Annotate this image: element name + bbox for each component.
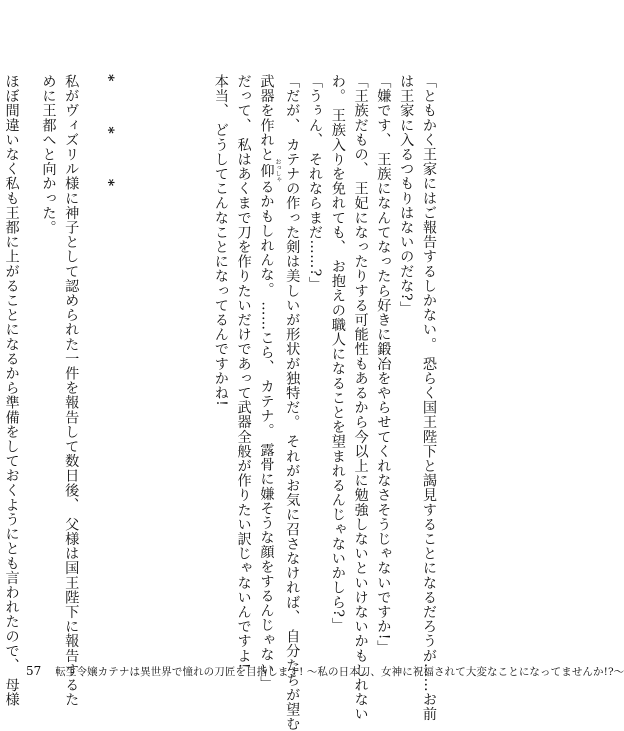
text-line: は王家に入るつもりはないのだな?」: [398, 74, 415, 316]
text-line: めに王都へと向かった。: [40, 74, 57, 235]
ruby-reading: おっしゃ: [273, 158, 281, 183]
page-number: 57: [26, 664, 42, 678]
ruby-base: 仰: [258, 158, 275, 183]
text-line: [255, 74, 281, 691]
furigana-word: [258, 158, 281, 183]
text-line: だって、 私はあくまで刀を作りたいだけであって武器全般が作りたい訳じゃないんですよ!: [235, 74, 252, 670]
page-footer: [26, 664, 624, 679]
text-line: ほぼ間違いなく私も王都に上がることになるから準備をしておくようにとも言われたので、 母様: [3, 74, 20, 707]
text-line: 本当、 どうしてこんなことになってるんですかね!: [212, 74, 229, 407]
text-line: 「うぅん、 それならまだ……?」: [307, 74, 324, 292]
text-line: 「だが、 カテナの作った剣は美しいが形状が独特だ。 それがお気に召さなければ、 自分たちが望む: [284, 74, 301, 731]
book-title: 転生令嬢カテナは異世界で憧れの刀匠を目指します! 〜私の日本刀、女神に祝福されて大変なことになってませんか!?〜: [55, 666, 624, 678]
text-line: 「王族だもの、 王妃になったりする可能性もあるから今以上に勉強しないといけないかもしれない: [352, 74, 369, 722]
section-break: * * *: [100, 74, 117, 207]
text-segment: るかもしれんな。 ……こら、 カテナ。 露骨に嫌そうな顔をするんじゃない」: [258, 179, 275, 691]
text-line: わ。 王族入りを免れても、 お抱えの職人になることを望まれるんじゃないかしら?」: [329, 74, 346, 633]
text-line: 「嫌です、 王族になんてなったら好きに鍛冶をやらせてくれなさそうじゃないですか!」: [375, 74, 392, 655]
text-line: 私がヴィズリル様に神子として認められた一件を報告して数日後、 父様は国王陛下に報告するた: [63, 74, 80, 707]
text-line: 「ともかく王家にはご報告するしかない。 恐らく国王陛下と謁見することになるだろうが……お前: [421, 74, 437, 722]
text-segment: 武器を作れと: [258, 74, 275, 162]
